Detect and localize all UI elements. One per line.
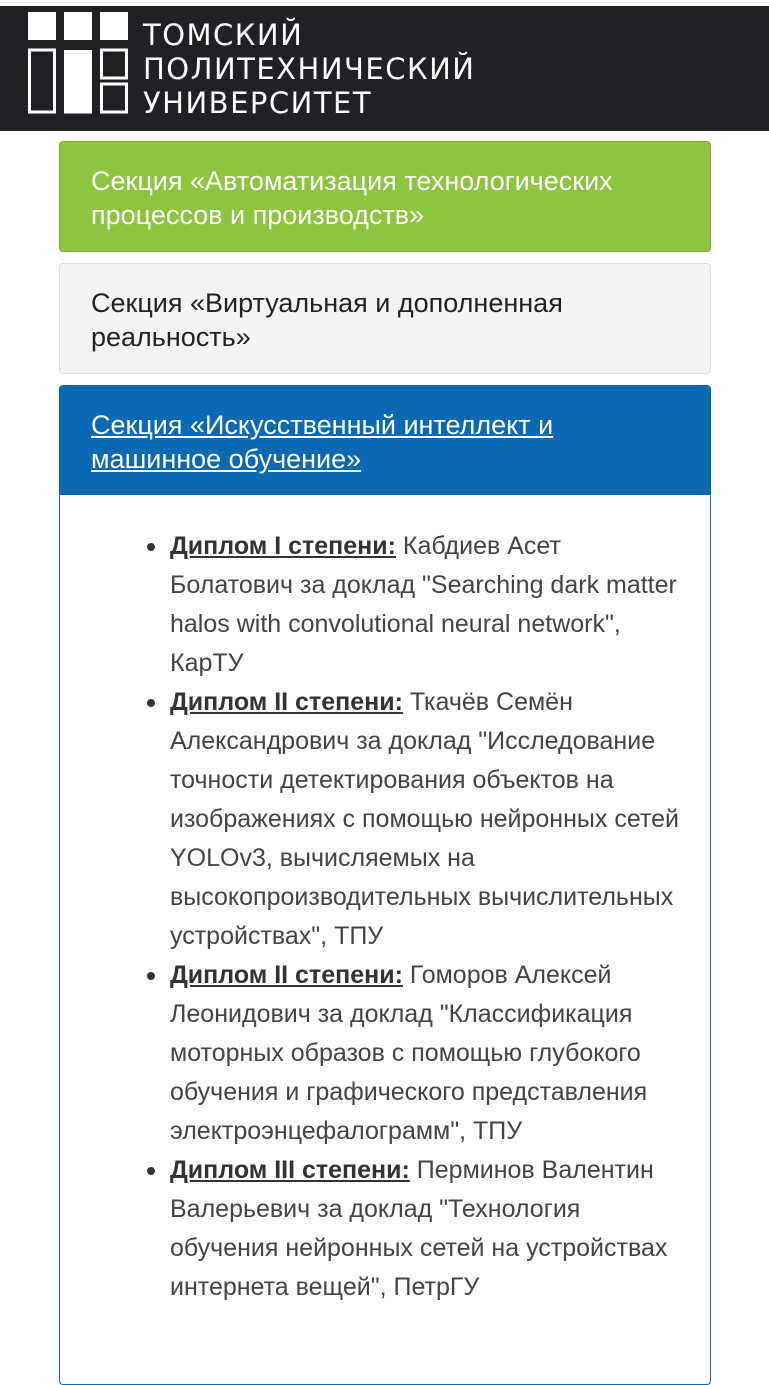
section-panel-vr-ar[interactable] [59,263,711,374]
list-item [170,527,690,683]
logo-line: ТОМСКИЙ [143,18,304,52]
list-item [170,1151,690,1307]
award-text: Кабдиев Асет Болатович за доклад "Searching dark matter halos with convolutional neural network", КарТУ [170,532,677,677]
list-item [170,956,690,1151]
section-title[interactable]: Секция «Автоматизация технологических процессов и производств» [91,166,613,230]
section-title[interactable]: Секция «Виртуальная и дополненная реальность» [91,288,563,352]
section-panel-ai-ml [59,385,711,1385]
award-label: Диплом II степени: [170,961,403,989]
bullet-icon [147,699,155,707]
section-panel-automation[interactable] [59,141,711,252]
award-label: Диплом II степени: [170,688,403,716]
award-label: Диплом I степени: [170,532,396,560]
award-text: Ткачёв Семён Александрович за доклад "Исследование точности детектирования объектов на изображениях с помощью нейронных сетей YOLOv3, вычисляемых на высокопроизводительных вычислительных устройствах", ТПУ [170,688,679,950]
list-item [170,683,690,956]
bullet-icon [147,543,155,551]
award-text: Гоморов Алексей Леонидович за доклад "Классификация моторных образов с помощью глубокого обучения и графического представления электроэнцефалограмм", ТПУ [170,961,648,1145]
section-title-link[interactable]: Секция «Искусственный интеллект и машинное обучение» [91,410,554,474]
section-panel-heading[interactable] [60,386,710,495]
award-text: Перминов Валентин Валерьевич за доклад "Технология обучения нейронных сетей на устройствах интернета вещей", ПетрГУ [170,1156,668,1301]
bullet-icon [147,1167,155,1175]
logo-line: ПОЛИТЕХНИЧЕСКИЙ [143,52,476,86]
awards-list [170,527,690,1307]
bullet-icon [147,972,155,980]
logo-line: УНИВЕРСИТЕТ [143,86,373,120]
site-header [0,0,769,131]
award-label: Диплом III степени: [170,1156,410,1184]
university-name[interactable] [143,18,475,120]
tpu-logo-icon[interactable] [28,12,128,114]
